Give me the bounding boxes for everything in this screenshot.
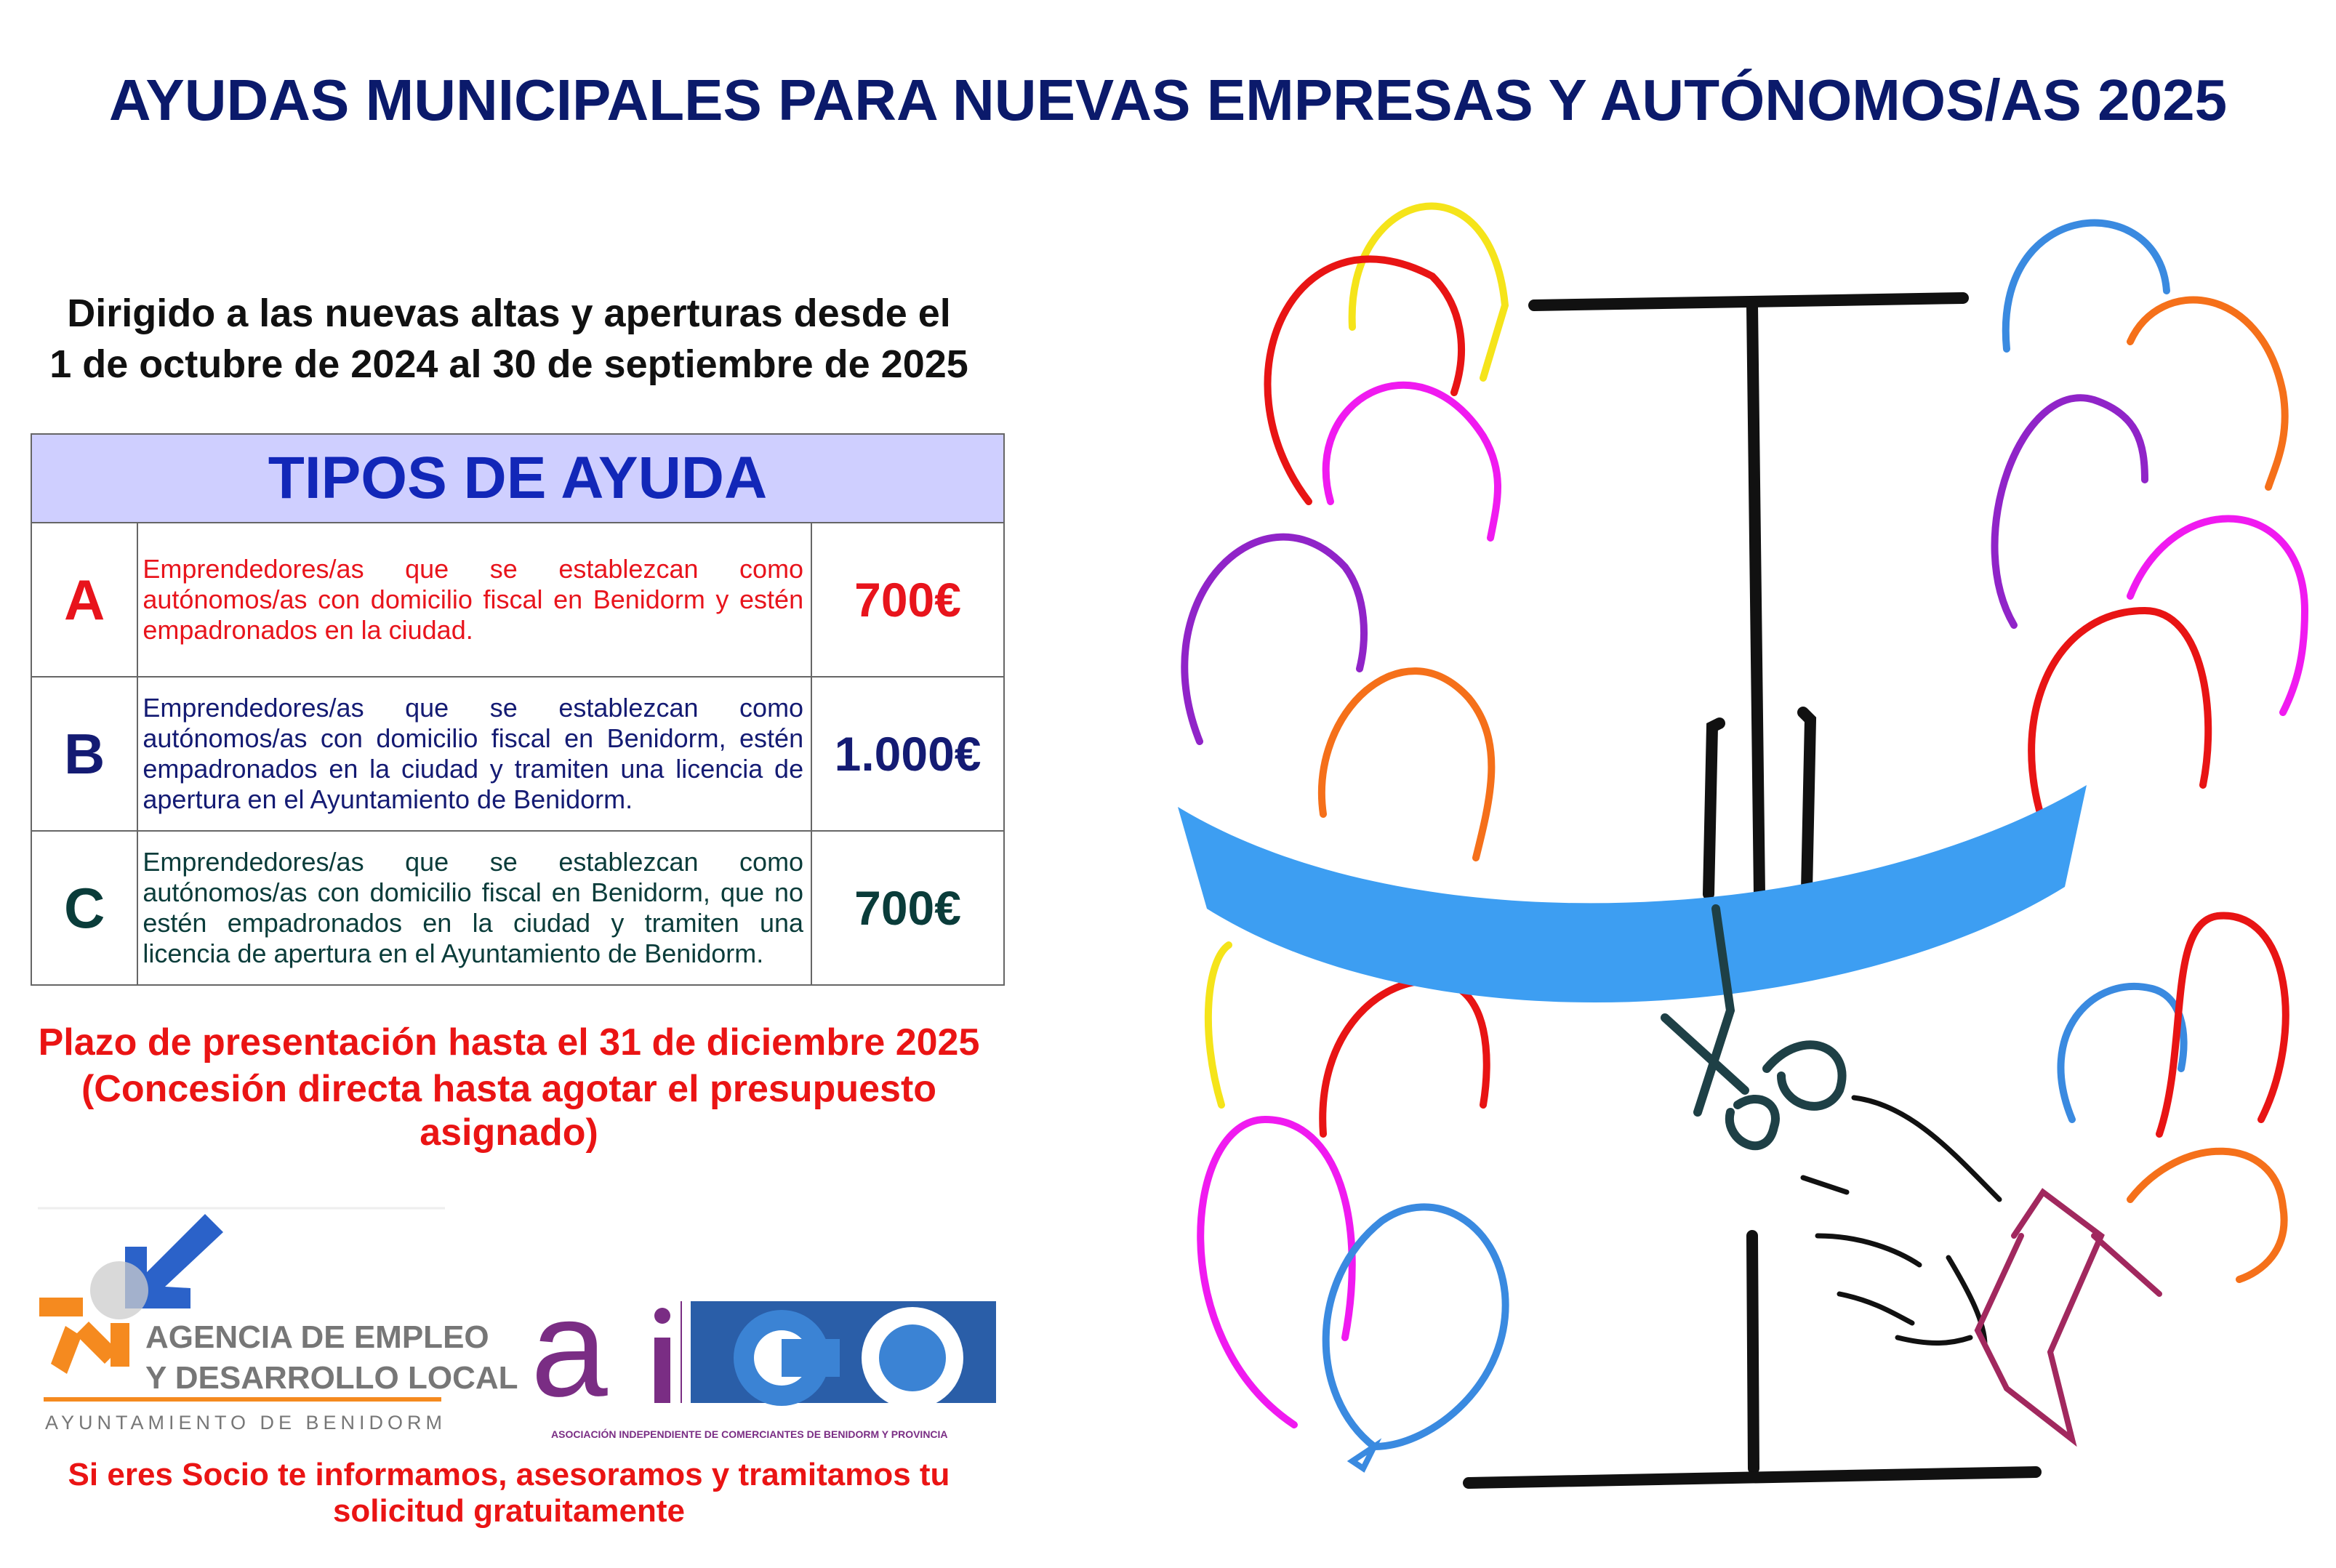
row-letter: C xyxy=(31,831,137,985)
table-row xyxy=(31,677,1004,831)
footer-note: Si eres Socio te informamos, asesoramos y tramitamos tu solicitud gratuitamente xyxy=(68,1457,950,1529)
aedl-line-2: Y DESARROLLO LOCAL xyxy=(145,1360,518,1396)
balloon-blue xyxy=(2006,223,2167,349)
row-letter: A xyxy=(31,523,137,677)
balloon-red xyxy=(1267,259,1461,502)
balloon-magenta xyxy=(1326,385,1498,538)
balloon-orange xyxy=(2130,1151,2284,1279)
inauguration-illustration xyxy=(1127,160,2327,1541)
balloon-orange xyxy=(2130,299,2285,487)
table-header: TIPOS DE AYUDA xyxy=(31,434,1004,523)
balloon-red xyxy=(2159,916,2286,1134)
aedl-line-1: AGENCIA DE EMPLEO xyxy=(145,1319,489,1355)
balloon-knot xyxy=(1352,1447,1374,1468)
balloon-yellow xyxy=(1352,206,1505,378)
page-title: AYUDAS MUNICIPALES PARA NUEVAS EMPRESAS Y AUTÓNOMOS/AS 2025 xyxy=(108,68,2228,132)
intro-line-2: 1 de octubre de 2024 al 30 de septiembre de 2025 xyxy=(49,342,968,386)
row-description: Emprendedores/as que se establezcan como autónomos/as con domicilio fiscal en Benidorm, que no estén empadronados en la ciudad y tramiten una licencia de apertura en el Ayuntamiento de Benidorm. xyxy=(137,831,811,985)
balloon-purple xyxy=(1995,398,2145,625)
svg-text:a: a xyxy=(531,1287,608,1425)
table-row xyxy=(31,523,1004,677)
table-row xyxy=(31,831,1004,985)
hand-icon xyxy=(1803,1098,1999,1345)
sleeve-cuff xyxy=(1978,1192,2159,1439)
aid-types-table xyxy=(31,433,1005,986)
aedl-subtitle: AYUNTAMIENTO DE BENIDORM xyxy=(45,1412,447,1434)
aico-subtitle: ASOCIACIÓN INDEPENDIENTE DE COMERCIANTES DE BENIDORM Y PROVINCIA xyxy=(551,1428,948,1440)
row-amount: 700€ xyxy=(811,831,1004,985)
ribbon xyxy=(1178,785,2087,1002)
row-amount: 700€ xyxy=(811,523,1004,677)
row-description: Emprendedores/as que se establezcan como autónomos/as con domicilio fiscal en Benidorm, estén empadronados en la ciudad y tramiten una licencia de apertura en el Ayuntamiento de Benidorm. xyxy=(137,677,811,831)
balloon-red xyxy=(1322,981,1486,1134)
row-letter: B xyxy=(31,677,137,831)
row-amount: 1.000€ xyxy=(811,677,1004,831)
aico-logo xyxy=(531,1287,1003,1425)
row-description: Emprendedores/as que se establezcan como autónomos/as con domicilio fiscal en Benidorm y estén empadronados en la ciudad. xyxy=(137,523,811,677)
deadline-line-2: (Concesión directa hasta agotar el presupuesto asignado) xyxy=(81,1068,937,1154)
aedl-name xyxy=(145,1317,518,1399)
balloon-purple xyxy=(1184,537,1364,741)
balloon-orange xyxy=(1322,671,1491,858)
deadline-line-1: Plazo de presentación hasta el 31 de diciembre 2025 xyxy=(38,1021,980,1064)
balloon-yellow xyxy=(1208,945,1229,1105)
intro-line-1: Dirigido a las nuevas altas y aperturas desde el xyxy=(67,292,951,335)
